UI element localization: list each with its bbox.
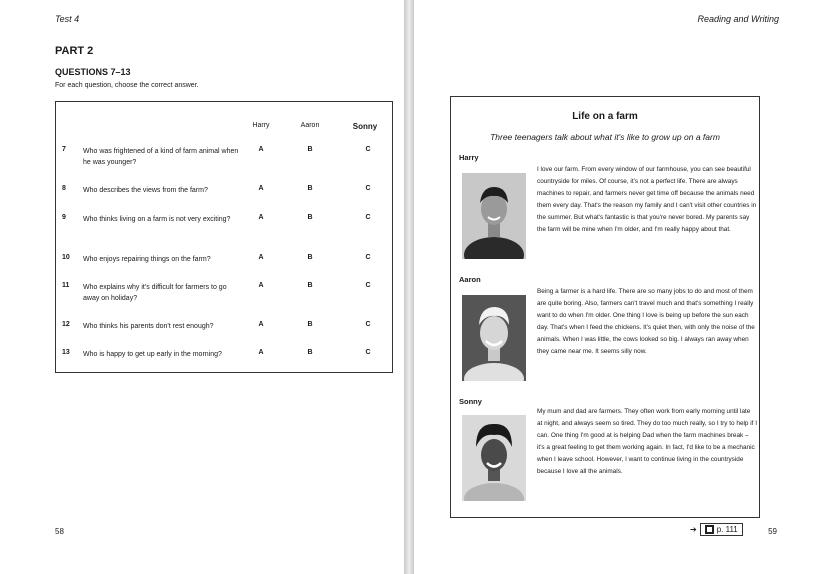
- option-c[interactable]: C: [365, 282, 371, 289]
- option-a[interactable]: A: [258, 349, 264, 356]
- arrow-right-icon: ➔: [690, 525, 697, 534]
- question-number: 12: [62, 321, 70, 328]
- option-a[interactable]: A: [258, 321, 264, 328]
- book-icon: [705, 525, 714, 534]
- question-text: Who enjoys repairing things on the farm?: [83, 256, 211, 263]
- question-number: 11: [62, 282, 70, 289]
- option-b[interactable]: B: [307, 254, 313, 261]
- article-box: [450, 96, 760, 518]
- page-number: 59: [768, 527, 777, 536]
- person-name: Sonny: [459, 397, 482, 406]
- option-a[interactable]: A: [258, 185, 264, 192]
- reference-page: p. 111: [716, 525, 738, 534]
- question-text: Who thinks living on a farm is not very exciting?: [83, 216, 231, 223]
- questions-table: [55, 101, 393, 373]
- person-paragraph: Being a farmer is a hard life. There are so many jobs to do and most of them are quite boring. Also, farmers can't travel much and that's something I really want to do when I'm older. One thing I love is being up before the sun each day. That's when I feed the chickens. It's quiet then, with only the noise of the animals. When I was little, the cows looked so big. I always ran away when they came near me. It seems silly now.: [537, 288, 755, 355]
- column-header-aaron: Aaron: [300, 122, 320, 129]
- column-header-sonny: Sonny: [352, 122, 378, 131]
- left-page: [0, 0, 404, 574]
- option-b[interactable]: B: [307, 321, 313, 328]
- option-c[interactable]: C: [365, 321, 371, 328]
- reference-box[interactable]: [700, 523, 743, 536]
- question-number: 7: [62, 146, 66, 153]
- option-b[interactable]: B: [307, 185, 313, 192]
- page-reference[interactable]: [690, 523, 743, 536]
- question-number: 9: [62, 214, 66, 221]
- right-page: [414, 0, 821, 574]
- option-c[interactable]: C: [365, 185, 371, 192]
- option-a[interactable]: A: [258, 254, 264, 261]
- question-text: Who is happy to get up early in the morning?: [83, 351, 222, 358]
- question-text: Who was frightened of a kind of farm animal when he was younger?: [83, 148, 239, 166]
- option-a[interactable]: A: [258, 146, 264, 153]
- running-header: Reading and Writing: [697, 14, 779, 24]
- option-c[interactable]: C: [365, 254, 371, 261]
- question-text: Who explains why it's difficult for farmers to go away on holiday?: [83, 284, 227, 302]
- option-a[interactable]: A: [258, 214, 264, 221]
- portrait-photo: [462, 173, 526, 259]
- page-number: 58: [55, 527, 64, 536]
- column-header-harry: Harry: [252, 122, 270, 129]
- running-header: Test 4: [55, 14, 80, 24]
- portrait-photo: [462, 295, 526, 381]
- option-b[interactable]: B: [307, 146, 313, 153]
- question-text: Who thinks his parents don't rest enough?: [83, 323, 214, 330]
- option-a[interactable]: A: [258, 282, 264, 289]
- person-name: Aaron: [459, 275, 481, 284]
- option-c[interactable]: C: [365, 349, 371, 356]
- option-c[interactable]: C: [365, 214, 371, 221]
- questions-range: QUESTIONS 7–13: [55, 67, 131, 77]
- person-name: Harry: [459, 153, 479, 162]
- option-c[interactable]: C: [365, 146, 371, 153]
- question-text: Who describes the views from the farm?: [83, 187, 208, 194]
- part-title: PART 2: [55, 45, 94, 57]
- article-subtitle: Three teenagers talk about what it's like to grow up on a farm: [490, 132, 720, 142]
- book-gutter: [404, 0, 414, 574]
- option-b[interactable]: B: [307, 214, 313, 221]
- person-paragraph: My mum and dad are farmers. They often work from early morning until late at night, and always seem so tired. They do too much really, so I try to help if I can. One thing I'm good at is helping Dad when the farm machines break – it's a great feeling to get them working again. In fact, I'd like to be a mechanic when I leave school. However, I want to continue living in the countryside because I love all the animals.: [537, 408, 757, 475]
- instruction: For each question, choose the correct answer.: [55, 82, 199, 89]
- option-b[interactable]: B: [307, 282, 313, 289]
- question-number: 10: [62, 254, 70, 261]
- option-b[interactable]: B: [307, 349, 313, 356]
- question-number: 8: [62, 185, 66, 192]
- person-paragraph: I love our farm. From every window of our farmhouse, you can see beautiful countryside for miles. Of course, it's not a perfect life. There are always machines to repair, and farmers never get time off because the animals need them every day. That's the reason my family and I can't visit other countries in the summer. But what's fantastic is that you're never bored. My parents say the farm will be mine when I'm older, and I'm really happy about that.: [537, 166, 757, 233]
- article-title: Life on a farm: [572, 111, 638, 122]
- portrait-photo: [462, 415, 526, 501]
- question-number: 13: [62, 349, 70, 356]
